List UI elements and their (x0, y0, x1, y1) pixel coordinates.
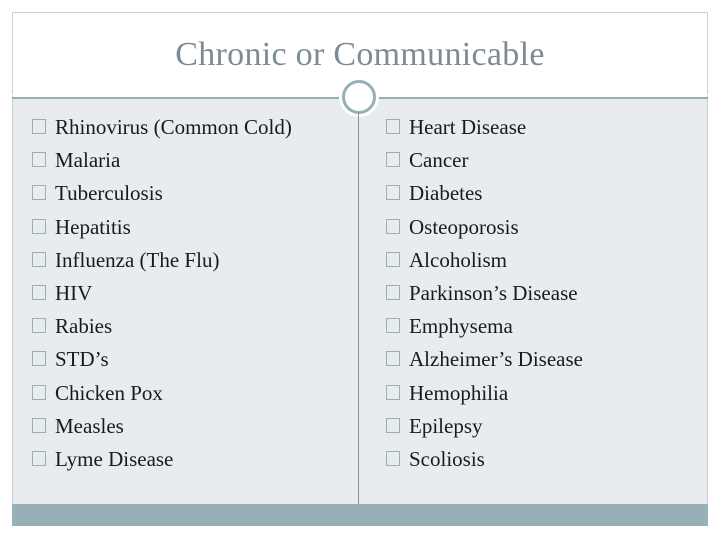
list-item (383, 310, 583, 343)
list-item-label: Scoliosis (409, 446, 485, 471)
list-item-label: Cancer (409, 148, 469, 173)
list-item-label: Hepatitis (55, 214, 131, 239)
square-bullet-icon (386, 252, 400, 267)
list-item-label: HIV (55, 280, 93, 305)
footer-band (12, 504, 708, 526)
square-bullet-icon (386, 119, 400, 134)
list-item-label: Lyme Disease (55, 446, 174, 471)
list-item (29, 310, 292, 343)
list-item-label: STD’s (55, 347, 109, 372)
list-item-label: Influenza (The Flu) (55, 247, 220, 272)
list-item (29, 377, 292, 410)
list-item-label: Tuberculosis (55, 181, 163, 206)
square-bullet-icon (386, 285, 400, 300)
list-item (383, 244, 583, 277)
list-item-label: Alcoholism (409, 247, 507, 272)
list-item-label: Rabies (55, 314, 113, 339)
list-item (383, 377, 583, 410)
list-item-label: Hemophilia (409, 380, 509, 405)
list-item (383, 443, 583, 476)
list-item (383, 177, 583, 210)
square-bullet-icon (32, 451, 46, 466)
list-item (383, 343, 583, 376)
list-item (383, 144, 583, 177)
square-bullet-icon (32, 318, 46, 333)
square-bullet-icon (386, 418, 400, 433)
list-item (29, 343, 292, 376)
list-item-label: Measles (55, 413, 124, 438)
square-bullet-icon (32, 285, 46, 300)
square-bullet-icon (386, 185, 400, 200)
list-item-label: Chicken Pox (55, 380, 163, 405)
square-bullet-icon (386, 385, 400, 400)
square-bullet-icon (386, 351, 400, 366)
square-bullet-icon (32, 252, 46, 267)
square-bullet-icon (32, 185, 46, 200)
list-item (29, 244, 292, 277)
square-bullet-icon (386, 152, 400, 167)
list-item-label: Malaria (55, 148, 121, 173)
circle-ornament-icon (342, 80, 376, 114)
list-item-label: Rhinovirus (Common Cold) (55, 115, 292, 139)
list-item (29, 144, 292, 177)
left-column-list (29, 111, 292, 476)
square-bullet-icon (32, 119, 46, 134)
list-item (29, 277, 292, 310)
list-item (383, 410, 583, 443)
list-item-label: Parkinson’s Disease (409, 280, 578, 305)
list-item (383, 211, 583, 244)
column-divider (358, 112, 359, 504)
square-bullet-icon (386, 318, 400, 333)
right-column-list (383, 111, 583, 476)
list-item (29, 443, 292, 476)
list-item (29, 211, 292, 244)
list-item (383, 111, 583, 144)
square-bullet-icon (32, 152, 46, 167)
list-item-label: Osteoporosis (409, 214, 519, 239)
list-item (29, 410, 292, 443)
list-item (383, 277, 583, 310)
square-bullet-icon (386, 451, 400, 466)
square-bullet-icon (32, 385, 46, 400)
list-item (29, 111, 292, 144)
square-bullet-icon (386, 219, 400, 234)
list-item-label: Emphysema (409, 314, 513, 339)
list-item-label: Diabetes (409, 181, 483, 206)
list-item-label: Epilepsy (409, 413, 483, 438)
square-bullet-icon (32, 351, 46, 366)
slide-title: Chronic or Communicable (175, 36, 545, 73)
list-item-label: Heart Disease (409, 115, 527, 139)
square-bullet-icon (32, 418, 46, 433)
list-item (29, 177, 292, 210)
list-item-label: Alzheimer’s Disease (409, 347, 583, 372)
square-bullet-icon (32, 219, 46, 234)
